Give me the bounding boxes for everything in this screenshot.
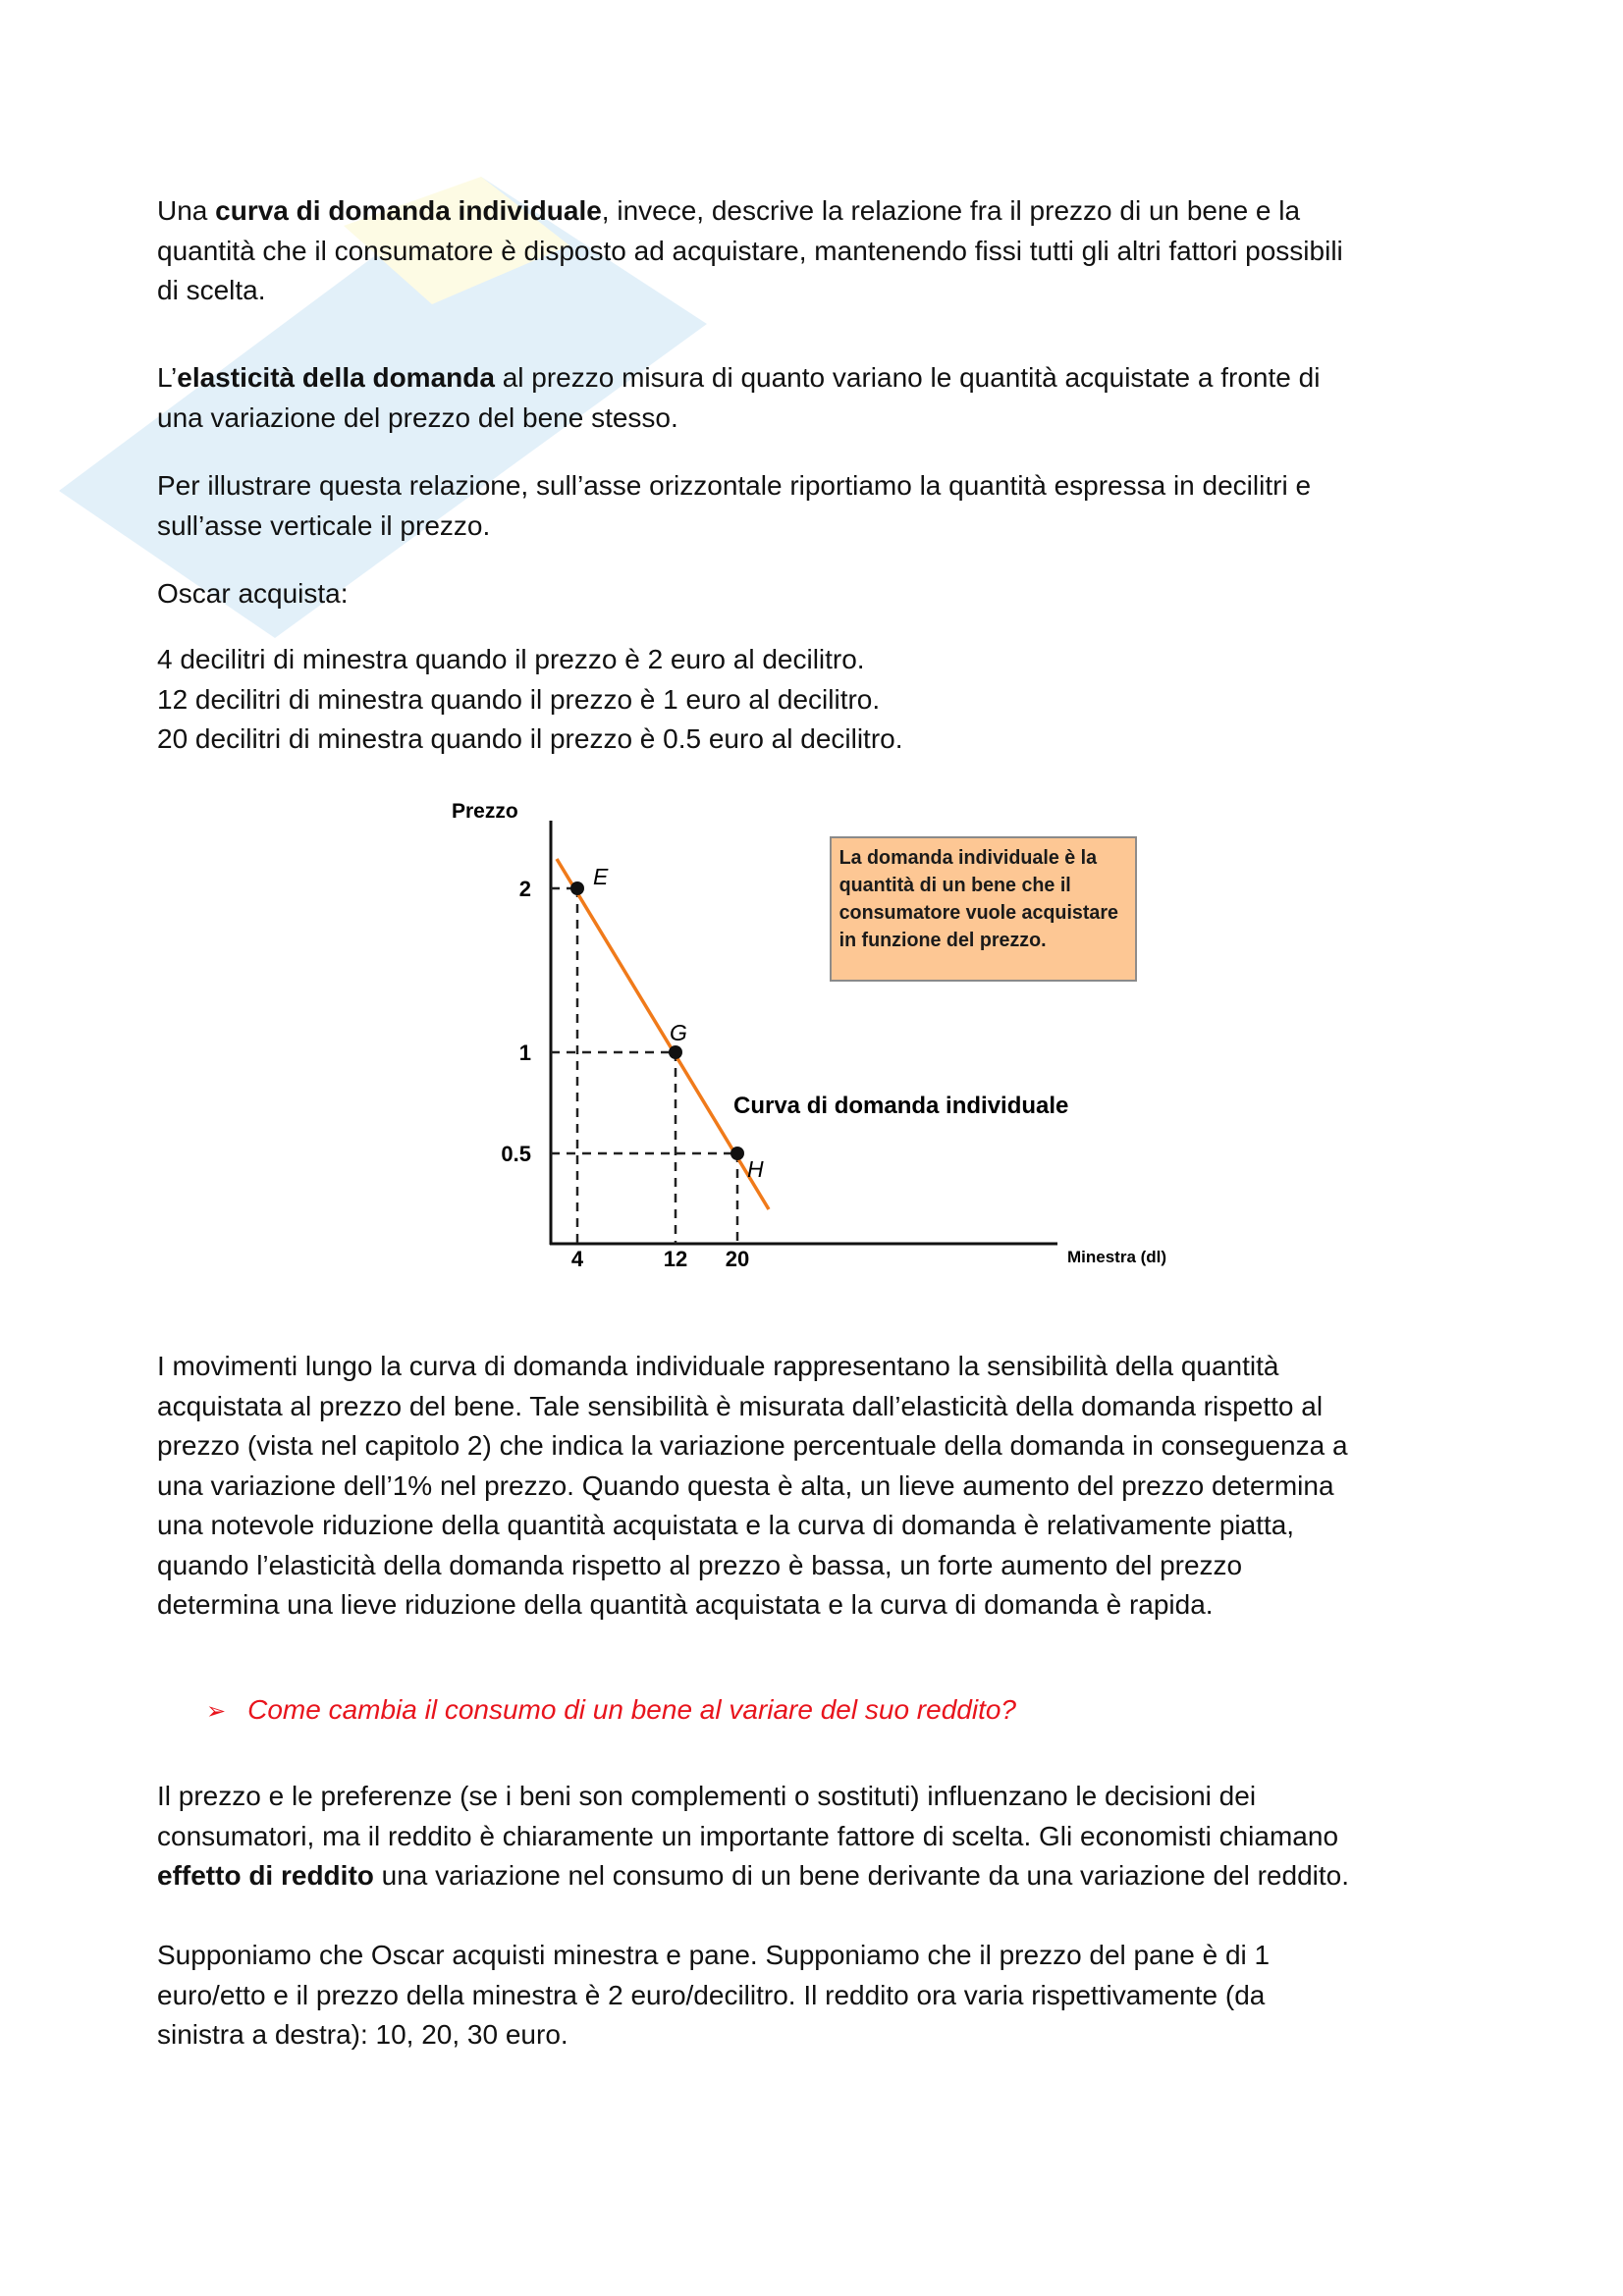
- y-tick-label: 0.5: [501, 1142, 531, 1166]
- text-segment: acquistata al prezzo del bene. Tale sensibilità è misurata dall’elasticità della domanda rispetto al: [157, 1390, 1324, 1421]
- data-point: [570, 881, 584, 895]
- text-segment: 4 decilitri di minestra quando il prezzo è 2 euro al decilitro.: [157, 644, 865, 674]
- point-label: G: [670, 1020, 687, 1045]
- text-line: [157, 1856, 1349, 1896]
- text-segment: euro/etto e il prezzo della minestra è 2 euro/decilitro. Il reddito ora varia rispettivamente (da: [157, 1979, 1266, 2010]
- x-axis-label: Minestra (dl): [1067, 1248, 1167, 1266]
- arrow-bullet-icon: ➢: [206, 1698, 227, 1725]
- text-line: [157, 1546, 1348, 1586]
- section-heading: [206, 1690, 1016, 1732]
- y-axis-label: Prezzo: [452, 800, 518, 823]
- text-segment: Per illustrare questa relazione, sull’asse orizzontale riportiamo la quantità espressa in decilitri e: [157, 470, 1312, 501]
- text-line: [157, 1347, 1348, 1387]
- text-segment: di scelta.: [157, 275, 266, 305]
- text-line: [157, 1387, 1348, 1427]
- text-segment: 12 decilitri di minestra quando il prezzo è 1 euro al decilitro.: [157, 683, 881, 715]
- bold-term: curva di domanda individuale: [215, 195, 602, 226]
- text-segment: prezzo (vista nel capitolo 2) che indica la variazione percentuale della domanda in conseguenza a: [157, 1430, 1348, 1461]
- text-segment: determina una lieve riduzione della quantità acquistata e la curva di domanda è rapida.: [157, 1589, 1214, 1620]
- text-segment: I movimenti lungo la curva di domanda individuale rappresentano la sensibilità della quantità: [157, 1351, 1279, 1381]
- text-segment: quando l’elasticità della domanda rispetto al prezzo è bassa, un forte aumento del prezzo: [157, 1549, 1243, 1580]
- data-point: [730, 1147, 744, 1160]
- text-segment: Supponiamo che Oscar acquisti minestra e pane. Supponiamo che il prezzo del pane è di 1: [157, 1940, 1271, 1970]
- text-line: [157, 2015, 1270, 2056]
- point-label: H: [747, 1156, 764, 1182]
- x-tick-label: 4: [570, 1247, 584, 1271]
- bold-term: elasticità della domanda: [177, 362, 495, 393]
- text-segment: una variazione del prezzo del bene stesso.: [157, 401, 678, 433]
- text-line: [157, 1467, 1348, 1507]
- x-tick-label: 20: [725, 1247, 750, 1271]
- text-line: [157, 1777, 1349, 1817]
- bold-term: effetto di reddito: [157, 1860, 374, 1891]
- text-line: [157, 1506, 1348, 1546]
- paragraph: [157, 1347, 1348, 1626]
- callout-box: La domanda individuale è la quantità di un bene che il consumatore vuole acquistare in funzione del prezzo.: [830, 836, 1137, 982]
- text-segment: Il prezzo e le preferenze (se i beni son complementi o sostituti) influenzano le decisioni dei: [157, 1781, 1257, 1811]
- y-tick-label: 2: [518, 877, 531, 901]
- text-line: [157, 1976, 1270, 2016]
- text-segment: consumatori, ma il reddito è chiaramente un importante fattore di scelta. Gli economisti chiamano: [157, 1820, 1339, 1851]
- point-label: E: [593, 864, 609, 889]
- data-point: [669, 1045, 682, 1059]
- x-tick-label: 12: [663, 1247, 688, 1271]
- text-segment: sinistra a destra): 10, 20, 30 euro.: [157, 2019, 568, 2050]
- text-line: [157, 1585, 1348, 1626]
- text-segment: Una: [157, 195, 216, 226]
- text-line: [157, 1426, 1348, 1467]
- series-label: Curva di domanda individuale: [733, 1093, 1069, 1119]
- text-segment: , invece, descrive la relazione fra il prezzo di un bene e la: [601, 195, 1301, 226]
- text-segment: al prezzo misura di quanto variano le quantità acquistate a fronte di: [494, 362, 1321, 393]
- text-segment: 20 decilitri di minestra quando il prezzo è 0.5 euro al decilitro.: [157, 723, 903, 754]
- text-segment: quantità che il consumatore è disposto ad acquistare, mantenendo fissi tutti gli altri fattori possibili: [157, 235, 1343, 266]
- section-heading-text: Come cambia il consumo di un bene al variare del suo reddito?: [247, 1694, 1016, 1725]
- text-segment: L’: [157, 362, 178, 393]
- text-segment: una variazione dell’1% nel prezzo. Quando questa è alta, un lieve aumento del prezzo determina: [157, 1469, 1334, 1501]
- text-line: [157, 1936, 1270, 1976]
- text-line: [157, 1817, 1349, 1857]
- paragraph: [157, 1777, 1349, 1896]
- text-segment: una variazione nel consumo di un bene derivante da una variazione del reddito.: [373, 1860, 1349, 1891]
- y-tick-label: 1: [518, 1041, 531, 1065]
- text-segment: Oscar acquista:: [157, 578, 349, 609]
- text-segment: sull’asse verticale il prezzo.: [157, 509, 491, 541]
- paragraph: [157, 1936, 1270, 2056]
- text-segment: una notevole riduzione della quantità acquistata e la curva di domanda è relativamente piatta,: [157, 1510, 1295, 1540]
